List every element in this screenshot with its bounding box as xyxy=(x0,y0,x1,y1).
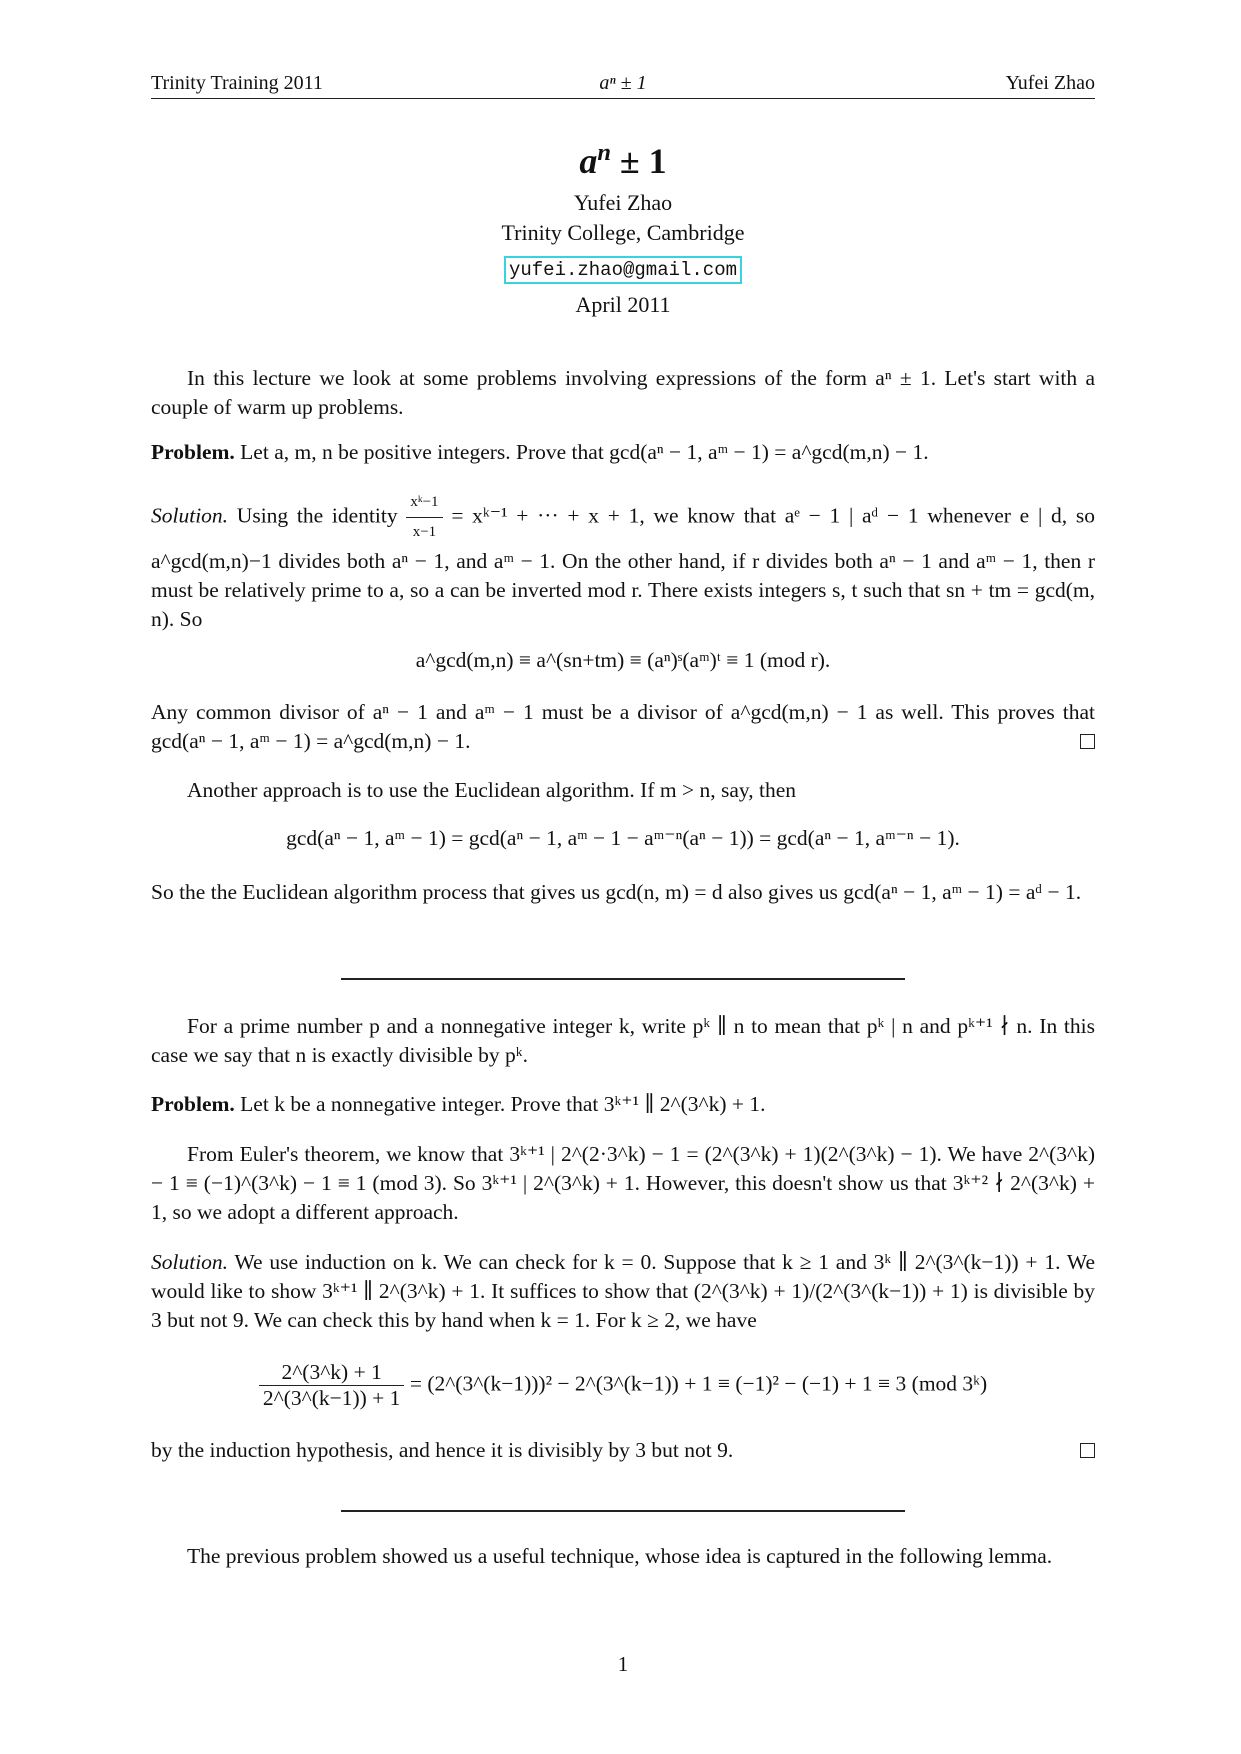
author-name: Yufei Zhao xyxy=(573,190,673,215)
section-rule-2 xyxy=(341,1510,905,1512)
page-number: 1 xyxy=(617,1652,629,1676)
paper-title: $a^n \pm 1$ xyxy=(579,139,667,181)
qed-symbol xyxy=(1080,734,1095,749)
euclid-paragraph: Another approach is to use the Euclidean algorithm. If m > n, say, then xyxy=(187,778,796,802)
lemma-intro-paragraph: The previous problem showed us a useful technique, whose idea is captured in the following lemma. xyxy=(187,1544,1053,1568)
problem-1: Problem. Let a, m, n be positive integers. Prove that gcd(aⁿ − 1, aᵐ − 1) = a^gcd(m,n) − 1. xyxy=(151,440,929,464)
header-right: Yufei Zhao xyxy=(1005,72,1095,94)
header-center: aⁿ ± 1 xyxy=(599,72,647,94)
display-equation-1: a^gcd(m,n) ≡ a^(sn+tm) ≡ (aⁿ)ˢ(aᵐ)ᵗ ≡ 1 (mod r). xyxy=(415,648,831,672)
running-header xyxy=(151,70,1095,99)
display-equation-2: gcd(aⁿ − 1, aᵐ − 1) = gcd(aⁿ − 1, aᵐ − 1 − aᵐ⁻ⁿ(aⁿ − 1)) = gcd(aⁿ − 1, aᵐ⁻ⁿ − 1). xyxy=(286,826,960,850)
section-rule-1 xyxy=(341,978,905,980)
header-left: Trinity Training 2011 xyxy=(151,72,323,94)
euler-paragraph: From Euler's theorem, we know that 3ᵏ⁺¹ | 2^(2·3^k) − 1 = (2^(3^k) + 1)(2^(3^k) − 1). We have 2^(3^k) − 1 ≡ (−1)^(3^k) − 1 ≡ 1 (mod 3). So 3ᵏ⁺¹ | 2^(3^k) + 1. However, this doesn't show us that 3ᵏ⁺² ∤ 2^(3^k) + 1, so we adopt a different approach. xyxy=(151,1142,1095,1224)
affiliation: Trinity College, Cambridge xyxy=(501,220,745,245)
proof-conclusion-2: by the induction hypothesis, and hence it is divisibly by 3 but not 9. xyxy=(151,1436,1095,1465)
date: April 2011 xyxy=(575,292,671,317)
qed-symbol xyxy=(1080,1443,1095,1458)
problem-2: Problem. Let k be a nonnegative integer. Prove that 3ᵏ⁺¹ ∥ 2^(3^k) + 1. xyxy=(151,1092,766,1116)
email-link[interactable]: yufei.zhao@gmail.com xyxy=(504,256,742,284)
exact-divisibility-definition: For a prime number p and a nonnegative integer k, write pᵏ ∥ n to mean that pᵏ | n and pᵏ⁺¹ ∤ n. In this case we say that n is exactly divisible by pᵏ. xyxy=(151,1014,1095,1067)
title-block xyxy=(151,140,1095,320)
proof-conclusion-1: Any common divisor of aⁿ − 1 and aᵐ − 1 must be a divisor of a^gcd(m,n) − 1 as well. This proves that gcd(aⁿ − 1, aᵐ − 1) = a^gcd(m,n) − 1. xyxy=(151,700,1095,753)
solution-2: Solution. We use induction on k. We can check for k = 0. Suppose that k ≥ 1 and 3ᵏ ∥ 2^(3^(k−1)) + 1. We would like to show 3ᵏ⁺¹ ∥ 2^(3^k) + 1. It suffices to show that (2^(3^k) + 1)/(2^(3^(k−1)) + 1) is divisible by 3 but not 9. We can check this by hand when k = 1. For k ≥ 2, we have xyxy=(151,1250,1095,1332)
euclid-conclusion: So the the Euclidean algorithm process that gives us gcd(n, m) = d also gives us gcd(aⁿ − 1, aᵐ − 1) = aᵈ − 1. xyxy=(151,880,1082,904)
solution-1: Solution. Using the identity $\frac{\text{xᵏ−1}}{x-1}$ = xᵏ⁻¹ + ··· + x + 1, we know that aᵉ − 1 | aᵈ − 1 whenever e | d, so a^gcd(m,n)−1 divides both aⁿ − 1, and aᵐ − 1. On the other hand, if r divides both aⁿ − 1 and aᵐ − 1, then r must be relatively prime to a, so a can be inverted mod r. There exists integers s, t such that sn + tm = gcd(m, n). So xyxy=(151,488,1095,634)
display-equation-3: $\frac{2\^{}(3\^{}k) + 1}{2\^{}(3\^{}(k-1)) + 1}$ = (2^(3^(k−1)))² − 2^(3^(k−1)) + 1 ≡ (−1)² − (−1) + 1 ≡ 3 (mod 3ᵏ) xyxy=(151,1360,1095,1411)
intro-paragraph: In this lecture we look at some problems involving expressions of the form aⁿ ± 1. Let's start with a couple of warm up problems. xyxy=(151,366,1095,419)
